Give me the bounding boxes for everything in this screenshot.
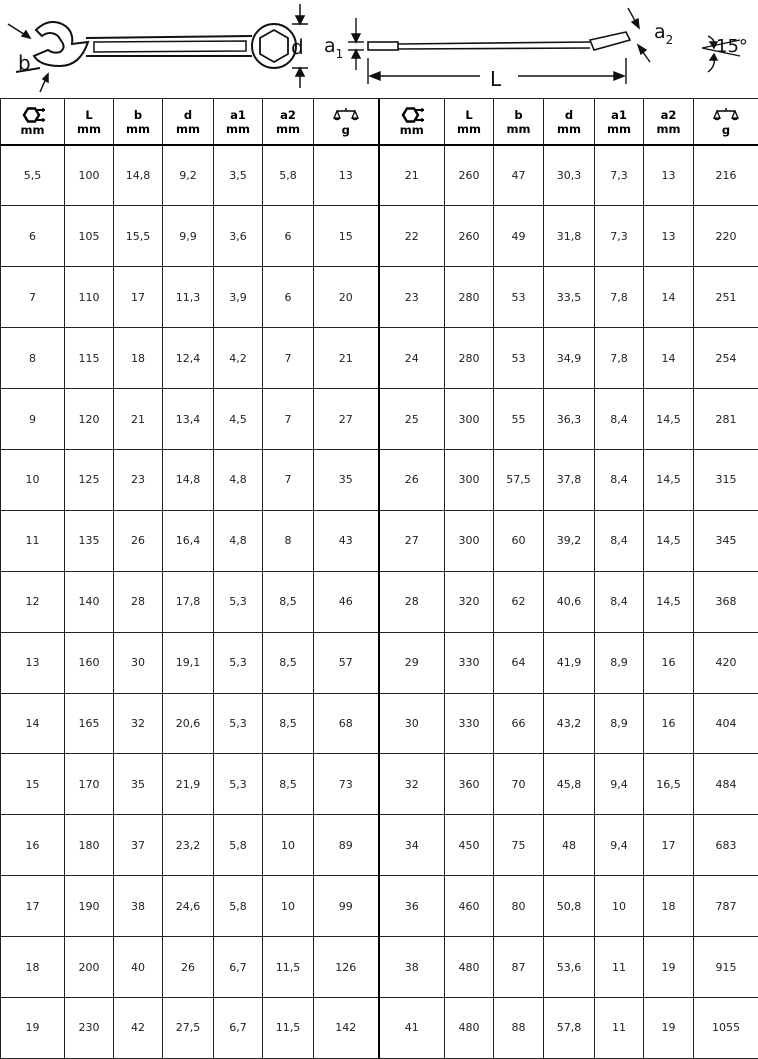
table-cell: 10 [263,815,314,876]
table-cell: 60 [494,510,544,571]
table-cell: 55 [494,389,544,450]
table-cell: 6,7 [214,937,263,998]
table-cell: 280 [445,267,494,328]
table-cell: 281 [694,389,758,450]
table-cell: 16 [644,693,694,754]
table-cell: 315 [694,449,758,510]
table-cell: 683 [694,815,758,876]
table-cell: 21 [314,328,379,389]
table-cell: 7,3 [595,206,644,267]
table-cell: 345 [694,510,758,571]
column-header [544,99,595,146]
table-cell: 12 [1,571,65,632]
table-body [1,145,758,1059]
table-cell: 14 [644,328,694,389]
table-cell: 4,8 [214,510,263,571]
table-cell: 14,5 [644,389,694,450]
table-cell: 4,2 [214,328,263,389]
table-cell: 5,3 [214,693,263,754]
table-row [1,267,758,328]
hex-wrench-icon [1,107,64,123]
table-cell: 20,6 [163,693,214,754]
table-cell: 125 [65,449,114,510]
header-unit: mm [506,121,531,136]
table-cell: 300 [445,510,494,571]
header-unit: mm [226,121,250,136]
table-cell: 43,2 [544,693,595,754]
table-cell: 17 [1,876,65,937]
table-cell: 23 [114,449,163,510]
table-cell: 260 [445,145,494,206]
table-cell: 42 [114,997,163,1058]
table-cell: 66 [494,693,544,754]
scale-icon [314,107,378,123]
table-cell: 368 [694,571,758,632]
table-cell: 1055 [694,997,758,1058]
table-cell: 30 [379,693,445,754]
table-cell: 34 [379,815,445,876]
table-cell: 12,4 [163,328,214,389]
table-cell: 420 [694,632,758,693]
table-cell: 4,8 [214,449,263,510]
table-cell: 53 [494,328,544,389]
table-cell: 7 [263,449,314,510]
table-row [1,571,758,632]
table-row [1,510,758,571]
table-cell: 9,4 [595,754,644,815]
column-header [595,99,644,146]
table-cell: 300 [445,449,494,510]
table-cell: 30,3 [544,145,595,206]
column-header [163,99,214,146]
table-cell: 16 [1,815,65,876]
table-cell: 29 [379,632,445,693]
table-cell: 14,5 [644,571,694,632]
table-cell: 7,8 [595,267,644,328]
table-cell: 165 [65,693,114,754]
table-cell: 45,8 [544,754,595,815]
table-cell: 251 [694,267,758,328]
table-cell: 6 [263,206,314,267]
table-cell: 3,9 [214,267,263,328]
table-row [1,937,758,998]
column-header [114,99,163,146]
label-b: b [18,51,31,75]
table-cell: 32 [379,754,445,815]
table-cell: 484 [694,754,758,815]
table-row [1,328,758,389]
table-row [1,206,758,267]
table-cell: 3,6 [214,206,263,267]
table-cell: 9 [1,389,65,450]
table-cell: 25 [379,389,445,450]
table-cell: 230 [65,997,114,1058]
table-cell: 99 [314,876,379,937]
table-cell: 8,9 [595,632,644,693]
table-cell: 37 [114,815,163,876]
column-header [314,99,379,146]
table-cell: 5,8 [214,876,263,937]
table-cell: 36,3 [544,389,595,450]
table-cell: 140 [65,571,114,632]
table-cell: 7,3 [595,145,644,206]
table-cell: 480 [445,937,494,998]
table-cell: 105 [65,206,114,267]
table-cell: 8,4 [595,571,644,632]
table-cell: 22 [379,206,445,267]
table-cell: 142 [314,997,379,1058]
table-cell: 360 [445,754,494,815]
table-cell: 8 [1,328,65,389]
table-cell: 11,5 [263,937,314,998]
table-cell: 17,8 [163,571,214,632]
table-cell: 170 [65,754,114,815]
table-cell: 6 [263,267,314,328]
table-cell: 8,5 [263,632,314,693]
table-cell: 10 [1,449,65,510]
table-cell: 75 [494,815,544,876]
table-cell: 14,5 [644,449,694,510]
wrench-front-view [34,22,296,68]
table-row [1,876,758,937]
table-cell: 320 [445,571,494,632]
table-cell: 28 [114,571,163,632]
table-cell: 39,2 [544,510,595,571]
label-angle: 15° [716,36,748,57]
table-cell: 15,5 [114,206,163,267]
column-header [1,99,65,146]
header-unit: mm [176,121,200,136]
table-cell: 48 [544,815,595,876]
table-cell: 24 [379,328,445,389]
table-cell: 41 [379,997,445,1058]
table-cell: 5,3 [214,571,263,632]
table-cell: 300 [445,389,494,450]
table-cell: 23,2 [163,815,214,876]
table-cell: 46 [314,571,379,632]
table-cell: 80 [494,876,544,937]
table-cell: 68 [314,693,379,754]
table-row [1,632,758,693]
wrench-dimension-diagram [0,0,758,98]
table-cell: 460 [445,876,494,937]
table-cell: 11,3 [163,267,214,328]
table-row [1,145,758,206]
table-cell: 35 [114,754,163,815]
a1-dimension-arrows [348,18,364,70]
table-cell: 8,5 [263,571,314,632]
table-cell: 28 [379,571,445,632]
table-cell: 18 [644,876,694,937]
table-cell: 8,9 [595,693,644,754]
table-cell: 13 [644,145,694,206]
table-cell: 280 [445,328,494,389]
table-cell: 480 [445,997,494,1058]
header-unit: mm [77,121,101,136]
table-cell: 26 [114,510,163,571]
table-cell: 16 [644,632,694,693]
table-cell: 7 [263,389,314,450]
table-cell: 27 [379,510,445,571]
table-cell: 50,8 [544,876,595,937]
table-cell: 35 [314,449,379,510]
table-cell: 20 [314,267,379,328]
table-cell: 8,4 [595,389,644,450]
header-unit: mm [20,122,45,137]
table-cell: 87 [494,937,544,998]
table-cell: 16,4 [163,510,214,571]
header-symbol: d [564,107,574,122]
table-cell: 38 [114,876,163,937]
table-cell: 40,6 [544,571,595,632]
table-cell: 10 [263,876,314,937]
header-unit: mm [557,121,581,136]
table-row [1,389,758,450]
table-row [1,693,758,754]
table-cell: 19 [1,997,65,1058]
table-cell: 17 [114,267,163,328]
label-a1: $a_1$ [324,35,344,61]
table-cell: 27,5 [163,997,214,1058]
column-header [644,99,694,146]
table-cell: 8,4 [595,449,644,510]
header-symbol: d [183,107,193,122]
table-cell: 27 [314,389,379,450]
table-cell: 16,5 [644,754,694,815]
table-cell: 19,1 [163,632,214,693]
label-d: d [291,35,304,59]
table-cell: 11,5 [263,997,314,1058]
table-cell: 254 [694,328,758,389]
table-cell: 40 [114,937,163,998]
table-cell: 5,8 [263,145,314,206]
table-cell: 57,8 [544,997,595,1058]
table-cell: 450 [445,815,494,876]
header-symbol: a1 [611,107,627,122]
table-cell: 11 [1,510,65,571]
table-cell: 33,5 [544,267,595,328]
table-cell: 43 [314,510,379,571]
table-row [1,815,758,876]
header-unit: mm [607,121,631,136]
table-row [1,754,758,815]
a2-dimension-arrows [628,8,650,62]
header-symbol: L [85,107,93,122]
table-cell: 21 [114,389,163,450]
table-cell: 787 [694,876,758,937]
table-cell: 41,9 [544,632,595,693]
table-cell: 73 [314,754,379,815]
table-row [1,997,758,1058]
label-L: L [490,67,502,91]
table-cell: 31,8 [544,206,595,267]
table-cell: 180 [65,815,114,876]
table-cell: 200 [65,937,114,998]
table-cell: 915 [694,937,758,998]
table-cell: 8 [263,510,314,571]
label-a2: $a_2$ [654,21,674,47]
table-cell: 8,5 [263,693,314,754]
table-cell: 6,7 [214,997,263,1058]
table-cell: 70 [494,754,544,815]
table-cell: 11 [595,997,644,1058]
table-cell: 53,6 [544,937,595,998]
table-cell: 49 [494,206,544,267]
table-cell: 57 [314,632,379,693]
table-cell: 110 [65,267,114,328]
column-header [379,99,445,146]
header-unit: mm [276,121,300,136]
table-cell: 15 [1,754,65,815]
header-unit: mm [126,121,150,136]
table-cell: 190 [65,876,114,937]
table-cell: 10 [595,876,644,937]
column-header [445,99,494,146]
table-cell: 26 [379,449,445,510]
table-cell: 404 [694,693,758,754]
table-cell: 13 [1,632,65,693]
table-cell: 4,5 [214,389,263,450]
table-cell: 19 [644,937,694,998]
table-cell: 160 [65,632,114,693]
table-cell: 26 [163,937,214,998]
table-cell: 18 [1,937,65,998]
table-cell: 34,9 [544,328,595,389]
header-unit: g [721,122,731,137]
table-cell: 5,5 [1,145,65,206]
table-cell: 9,2 [163,145,214,206]
column-header [214,99,263,146]
table-cell: 37,8 [544,449,595,510]
table-cell: 89 [314,815,379,876]
table-cell: 330 [445,693,494,754]
header-unit: mm [399,122,424,137]
table-cell: 18 [114,328,163,389]
table-cell: 32 [114,693,163,754]
table-cell: 24,6 [163,876,214,937]
table-cell: 14 [1,693,65,754]
scale-icon [694,107,758,123]
column-header [494,99,544,146]
table-cell: 13 [644,206,694,267]
header-symbol: b [514,107,523,122]
table-cell: 14,5 [644,510,694,571]
table-cell: 5,8 [214,815,263,876]
table-cell: 47 [494,145,544,206]
column-header [694,99,758,146]
table-cell: 36 [379,876,445,937]
table-header-row [1,99,758,146]
table-cell: 5,3 [214,632,263,693]
table-cell: 135 [65,510,114,571]
table-cell: 7 [1,267,65,328]
table-cell: 30 [114,632,163,693]
table-cell: 13,4 [163,389,214,450]
table-cell: 3,5 [214,145,263,206]
table-cell: 21 [379,145,445,206]
table-cell: 100 [65,145,114,206]
table-cell: 8,4 [595,510,644,571]
table-cell: 62 [494,571,544,632]
header-unit: mm [457,121,481,136]
table-cell: 5,3 [214,754,263,815]
header-symbol: a2 [660,107,677,122]
column-header [263,99,314,146]
table-row [1,449,758,510]
table-cell: 23 [379,267,445,328]
table-cell: 57,5 [494,449,544,510]
table-cell: 8,5 [263,754,314,815]
table-cell: 14,8 [114,145,163,206]
table-cell: 7,8 [595,328,644,389]
table-cell: 11 [595,937,644,998]
table-cell: 216 [694,145,758,206]
column-header [65,99,114,146]
table-cell: 15 [314,206,379,267]
table-cell: 88 [494,997,544,1058]
table-cell: 14 [644,267,694,328]
header-symbol: a2 [280,107,296,122]
table-cell: 38 [379,937,445,998]
header-symbol: b [133,107,143,122]
header-symbol: L [465,107,473,122]
table-cell: 126 [314,937,379,998]
table-cell: 120 [65,389,114,450]
table-cell: 14,8 [163,449,214,510]
table-cell: 64 [494,632,544,693]
table-cell: 53 [494,267,544,328]
wrench-side-view [368,32,630,50]
table-cell: 260 [445,206,494,267]
table-cell: 17 [644,815,694,876]
table-cell: 19 [644,997,694,1058]
table-cell: 7 [263,328,314,389]
table-cell: 21,9 [163,754,214,815]
table-cell: 6 [1,206,65,267]
table-cell: 9,4 [595,815,644,876]
table-cell: 330 [445,632,494,693]
table-cell: 220 [694,206,758,267]
hex-wrench-icon [380,107,445,123]
table-cell: 9,9 [163,206,214,267]
table-cell: 115 [65,328,114,389]
table-cell: 13 [314,145,379,206]
wrench-spec-table [0,98,758,1059]
header-symbol: a1 [230,107,246,122]
header-unit: g [341,122,350,137]
header-unit: mm [656,121,681,136]
